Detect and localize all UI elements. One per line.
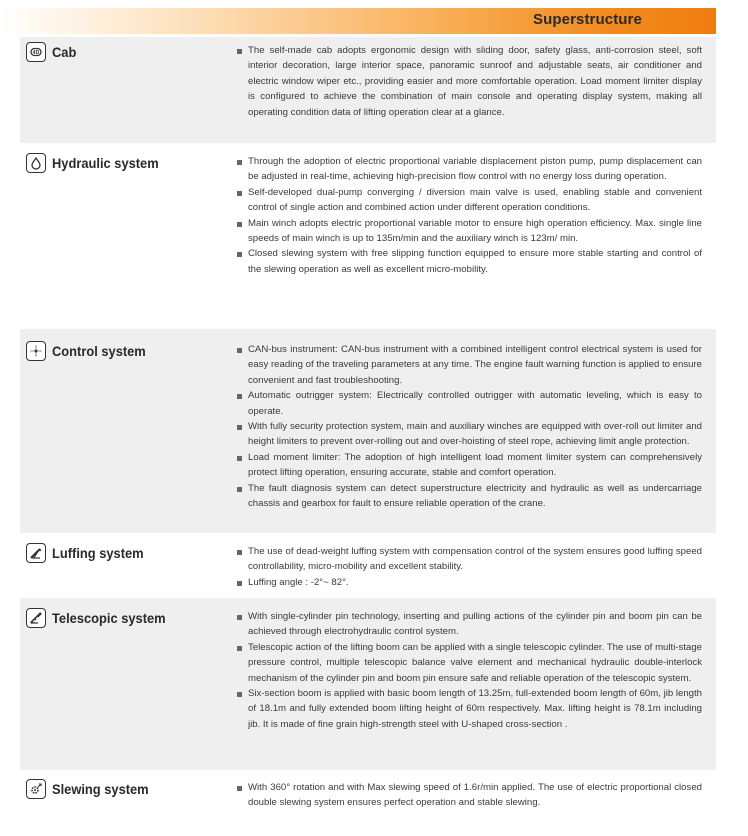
list-item: With fully security protection system, main and auxiliary winches are equipped with over-roll out limiter and height limiters to prevent over-rolling out and over-hoisting of steel rope, achieving limit angle protection. [236, 419, 702, 450]
section-header [26, 543, 152, 563]
list-item: Load moment limiter: The adoption of high intelligent load moment limiter system can comprehensively protect lifting operation, ensuring accurate, stable and comfort operation. [236, 450, 702, 481]
list-item: Through the adoption of electric proportional variable displacement piston pump, pump displacement can be adjusted in real-time, achieving high-precision flow control with no energy loss during operation. [236, 154, 702, 185]
list-item: Closed slewing system with free slipping function equipped to ensure more stable starting and control of the slewing operation as well as excellent micro-mobility. [236, 246, 702, 277]
bullet-list [236, 342, 702, 511]
oil-drop-icon [26, 153, 46, 173]
list-item: Luffing angle : -2°~ 82°. [236, 575, 702, 590]
list-item: The use of dead-weight luffing system with compensation control of the system ensures good luffing speed controllability, micro-mobility and excellent stability. [236, 544, 702, 575]
section-header [26, 42, 78, 62]
section-control [20, 329, 716, 533]
control-icon [26, 341, 46, 361]
slewing-gear-icon [26, 779, 46, 799]
section-cab [20, 37, 716, 143]
section-header [26, 153, 168, 173]
section-slewing [20, 770, 716, 820]
bullet-list [236, 43, 702, 120]
list-item: With 360° rotation and with Max slewing speed of 1.6r/min applied. The use of electric proportional closed double slewing system ensures perfect operation and stable slewing. [236, 780, 702, 811]
section-title: Control system [52, 343, 146, 359]
section-title: Luffing system [52, 545, 144, 561]
bullet-list [236, 780, 702, 811]
list-item: Automatic outrigger system: Electrically controlled outrigger with automatic leveling, which is easy to operate. [236, 388, 702, 419]
section-luffing [20, 533, 716, 598]
section-title: Hydraulic system [52, 155, 159, 171]
luffing-boom-icon [26, 543, 46, 563]
bullet-list [236, 544, 702, 590]
bullet-list [236, 609, 702, 732]
section-title: Telescopic system [52, 610, 166, 626]
section-header [26, 341, 154, 361]
list-item: With single-cylinder pin technology, inserting and pulling actions of the cylinder pin and boom pin can be achieved through electrohydraulic control system. [236, 609, 702, 640]
section-header [26, 779, 157, 799]
section-hydraulic [20, 143, 716, 329]
cab-icon [26, 42, 46, 62]
telescopic-boom-icon [26, 608, 46, 628]
svg-text:4D: 4D [32, 50, 40, 56]
section-telescopic [20, 598, 716, 770]
list-item: Self-developed dual-pump converging / diversion main valve is used, enabling stable and convenient control of single action and combined action under different operation conditions. [236, 185, 702, 216]
list-item: Six-section boom is applied with basic boom length of 13.25m, full-extended boom length of 60m, jib length of 18.1m and fully extended boom lifting height of 60m respectively. Max. lifting height is 78.1m including jib. It is made of fine grain high-strength steel with U-shaped cross-section . [236, 686, 702, 732]
bullet-list [236, 154, 702, 277]
list-item: CAN-bus instrument: CAN-bus instrument with a combined intelligent control electrical system is used for easy reading of the traveling parameters at any time. The engine fault warning function is applied to ensure convenient and fast troubleshooting. [236, 342, 702, 388]
list-item: The fault diagnosis system can detect superstructure electricity and hydraulic as well as undercarriage chassis and gearbox for fault to ensure reliable operation of the crane. [236, 481, 702, 512]
section-header [26, 608, 175, 628]
section-title: Cab [52, 44, 77, 60]
page-title: Superstructure [533, 11, 642, 28]
section-title: Slewing system [52, 781, 149, 797]
list-item: Main winch adopts electric proportional variable motor to ensure high operation efficiency. Max. single line speeds of main winch is up to 135m/min and the auxiliary winch is 123m/ min. [236, 216, 702, 247]
list-item: The self-made cab adopts ergonomic design with sliding door, safety glass, anti-corrosion steel, soft interior decoration, large interior space, panoramic sunroof and adjustable seats, air conditioner and electric window wiper etc., providing easier and more comfortable operation. Load moment limiter display is configured to achieve the combination of main console and operating display system, making all operating condition data of lifting operation clear at a glance. [236, 43, 702, 120]
list-item: Telescopic action of the lifting boom can be applied with a single telescopic cylinder. The use of multi-stage pressure control, multiple telescopic balance valve element and mechanical hydraulic double-interlock mechanism of the cylinder pin and boom pin ensure safe and reliable operation of the telescopic system. [236, 640, 702, 686]
